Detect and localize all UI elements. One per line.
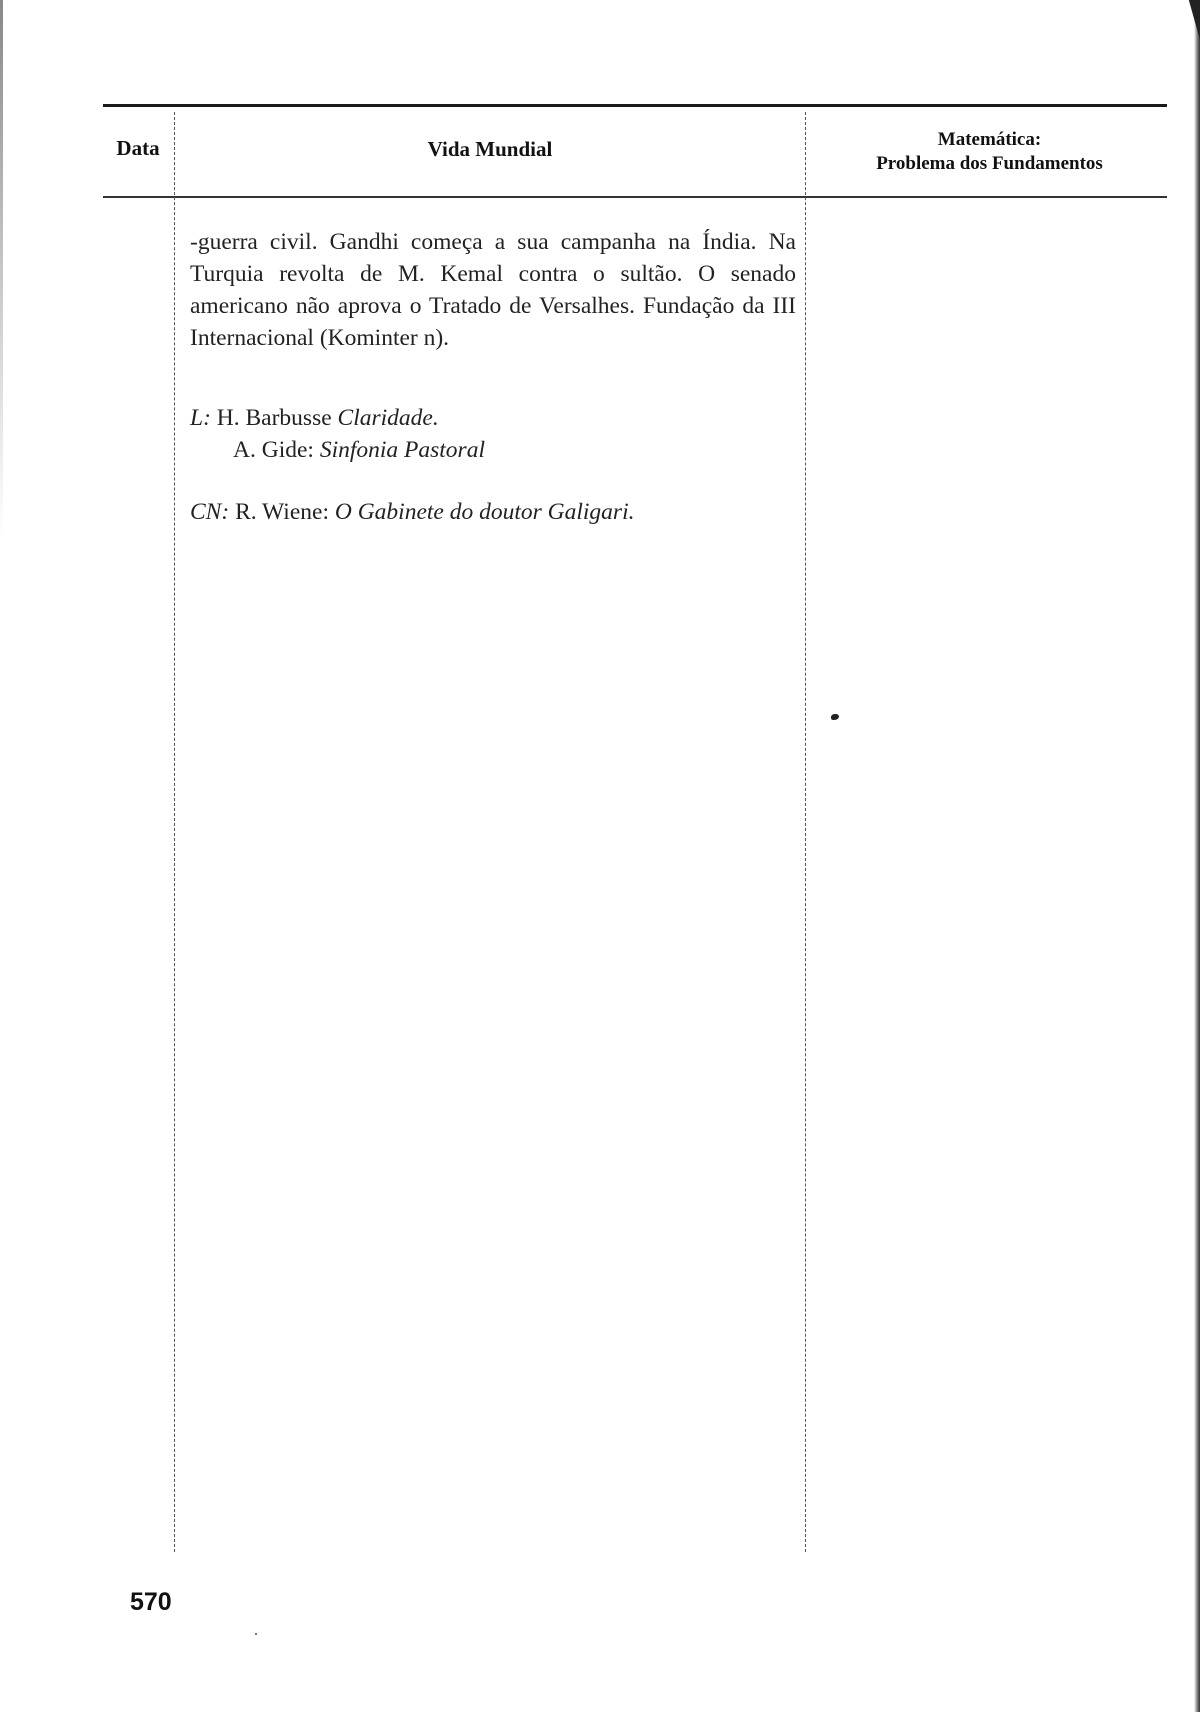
scan-edge-left	[0, 0, 3, 540]
table-top-rule	[103, 104, 1167, 107]
column-header-date: Data	[116, 136, 160, 160]
literature-author: H. Barbusse	[216, 405, 332, 431]
table-header-rule	[103, 196, 1167, 198]
column-divider-math	[805, 112, 806, 1552]
column-header-world-life: Vida Mundial	[427, 137, 553, 161]
scan-edge-right	[1194, 0, 1200, 1712]
literature-line	[190, 434, 796, 466]
literature-title: Claridade.	[337, 405, 439, 431]
cinema-author: R. Wiene:	[235, 499, 329, 525]
world-events-paragraph: -guerra civil. Gandhi começa a sua campanha na Índia. Na Turquia revolta de M. Kemal contra o sultão. O senado americano não aprova o Tratado de Versalhes. Fundação da III Internacional (Kominter n).	[190, 229, 796, 351]
column-header-mathematics	[812, 128, 1167, 176]
column-header-mathematics-line2: Problema dos Fundamentos	[876, 153, 1103, 174]
literature-line	[190, 402, 796, 434]
column-header-mathematics-line1: Matemática:	[937, 129, 1042, 150]
ink-speck	[831, 714, 839, 720]
cinema-tag: CN:	[190, 499, 230, 525]
column-divider-date	[174, 112, 175, 1552]
page-number: 570	[130, 1588, 172, 1616]
ink-dot	[255, 1633, 257, 1635]
literature-author: A. Gide:	[233, 437, 314, 463]
literature-entry	[190, 402, 796, 466]
cinema-title: O Gabinete do doutor Galigari.	[334, 499, 635, 525]
literature-title: Sinfonia Pastoral	[319, 437, 485, 463]
literature-tag: L:	[190, 405, 211, 431]
cinema-entry	[190, 496, 796, 528]
